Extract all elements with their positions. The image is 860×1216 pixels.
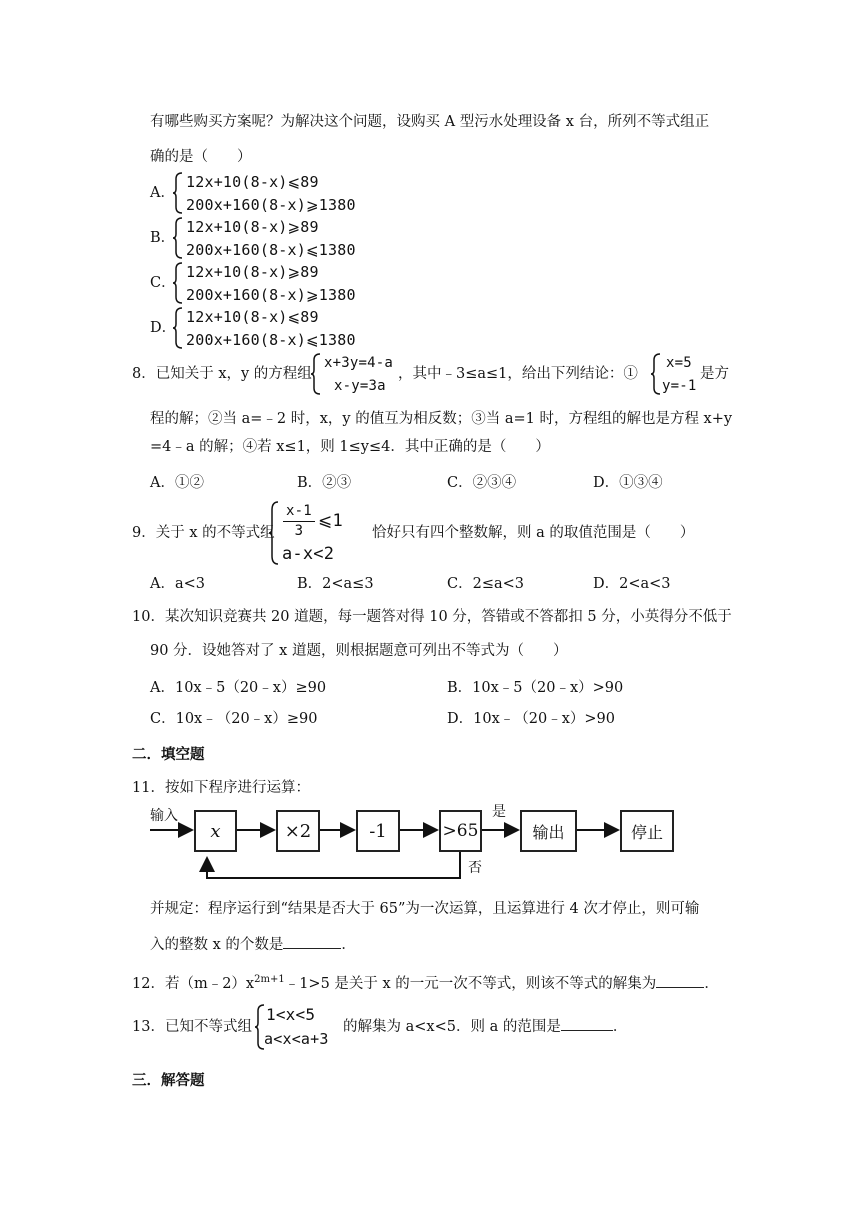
q8-solution	[650, 352, 700, 396]
equation: 200x+160(8-x)⩽1380	[186, 331, 356, 349]
brace-icon	[172, 261, 184, 305]
q9-option-a: A．a<3	[150, 576, 205, 592]
q10-option-a: A．10x﹣5（20﹣x）≥90	[150, 680, 327, 696]
brace-icon	[310, 352, 322, 396]
equation: 200x+160(8-x)⩾1380	[186, 286, 356, 304]
equation: x=5	[666, 355, 692, 371]
q13-prefix: 13．已知不等式组	[132, 1019, 252, 1035]
q11-line3-wrap	[150, 934, 356, 956]
q8-option-b: B．②③	[297, 475, 352, 491]
flow-box-compare: >65	[439, 810, 482, 852]
q8-option-d: D．①③④	[593, 475, 663, 491]
q11-line1: 11．按如下程序进行运算：	[132, 780, 310, 796]
q8-line3: =4﹣a 的解；④若 x≤1，则 1≤y≤4．其中正确的是（ ）	[150, 439, 550, 455]
brace-icon	[268, 500, 280, 566]
section-heading: 三．解答题	[132, 1073, 205, 1089]
inequality: a-x<2	[282, 544, 335, 564]
option-label: B．	[150, 230, 176, 246]
q9-option-c: C．2≤a<3	[447, 576, 524, 592]
equation: 12x+10(8-x)⩾89	[186, 263, 319, 281]
brace-icon	[650, 352, 662, 396]
q8-line2: 程的解；②当 a=﹣2 时，x，y 的值互为相反数；③当 a=1 时，方程组的解也是方程 x+y	[150, 411, 733, 427]
flow-no-label: 否	[468, 860, 482, 876]
q8-system	[310, 352, 400, 396]
option-label: C．	[150, 275, 176, 291]
answer-blank	[561, 1016, 613, 1031]
flow-box-x: x	[194, 810, 237, 852]
equation: x+3y=4-a	[324, 355, 394, 371]
line-end: ．	[704, 975, 719, 992]
fraction-numerator: x-1	[286, 503, 312, 519]
q10-option-d: D．10x﹣（20﹣x）>90	[447, 711, 615, 727]
q10-line2: 90 分．设她答对了 x 道题，则根据题意可列出不等式为（ ）	[150, 643, 568, 659]
inequality: a<x<a+3	[264, 1030, 329, 1048]
q13-suffix: 的解集为 a<x<5．则 a 的范围是	[343, 1019, 561, 1035]
q8-prefix: 8．已知关于 x，y 的方程组	[132, 366, 312, 382]
flowchart	[148, 804, 688, 888]
q10-line1: 10．某次知识竞赛共 20 道题，每一题答对得 10 分，答错或不答都扣 5 分，小英得分不低于	[132, 609, 732, 625]
q8-option-c: C．②③④	[447, 475, 517, 491]
q13-line-wrap	[343, 1016, 627, 1038]
q9-suffix: 恰好只有四个整数解，则 a 的取值范围是（ ）	[372, 525, 695, 541]
flow-box-minus1: -1	[356, 810, 400, 852]
q11-line2: 并规定：程序运行到“结果是否大于 65”为一次运算，且运算进行 4 次才停止，则可输	[150, 901, 700, 917]
equation: y=-1	[662, 378, 697, 394]
q8-suffix: 是方	[700, 366, 729, 382]
equation: 200x+160(8-x)⩽1380	[186, 241, 356, 259]
section-heading: 二．填空题	[132, 747, 205, 763]
q12-line	[132, 969, 719, 995]
option-label: D．	[150, 320, 177, 336]
brace-icon	[172, 216, 184, 260]
q12-prefix: 12．若（m﹣2）x	[132, 975, 255, 992]
equation: 12x+10(8-x)⩽89	[186, 173, 319, 191]
equation: 200x+160(8-x)⩾1380	[186, 196, 356, 214]
q13-system	[254, 1003, 349, 1051]
equation: 12x+10(8-x)⩾89	[186, 218, 319, 236]
option-label: A．	[150, 185, 175, 201]
q9-option-d: D．2<a<3	[593, 576, 671, 592]
q8-option-a: A．①②	[150, 475, 204, 491]
equation: 12x+10(8-x)⩽89	[186, 308, 319, 326]
brace-icon	[172, 171, 184, 215]
flow-yes-label: 是	[492, 804, 506, 820]
q9-prefix: 9．关于 x 的不等式组	[132, 525, 275, 541]
equation: x-y=3a	[334, 378, 386, 394]
flow-box-output: 输出	[520, 810, 577, 852]
inequality: 1<x<5	[266, 1005, 316, 1024]
q11-line3: 入的整数 x 的个数是	[150, 937, 284, 953]
fraction-denominator: 3	[294, 523, 304, 539]
inequality: ⩽1	[318, 511, 343, 531]
line-end: ．	[612, 1019, 628, 1035]
q10-option-b: B．10x﹣5（20﹣x）>90	[447, 680, 624, 696]
q8-mid: ，其中﹣3≤a≤1，给出下列结论：①	[398, 366, 638, 382]
answer-blank	[656, 973, 704, 988]
q9-system	[268, 500, 378, 566]
q12-exponent: 2m+1	[254, 974, 285, 985]
flow-box-stop: 停止	[620, 810, 674, 852]
answer-blank	[283, 934, 341, 949]
line-end: ．	[341, 937, 356, 953]
q9-option-b: B．2<a≤3	[297, 576, 374, 592]
flow-input-label: 输入	[150, 808, 178, 824]
q10-option-c: C．10x﹣（20﹣x）≥90	[150, 711, 318, 727]
flow-box-times2: ×2	[276, 810, 320, 852]
q12-suffix: ﹣1>5 是关于 x 的一元一次不等式，则该不等式的解集为	[284, 975, 657, 992]
q7-line1: 有哪些购买方案呢？为解决这个问题，设购买 A 型污水处理设备 x 台，所列不等式组正	[150, 114, 710, 130]
q7-line2: 确的是（ ）	[150, 149, 252, 165]
brace-icon	[172, 306, 184, 350]
